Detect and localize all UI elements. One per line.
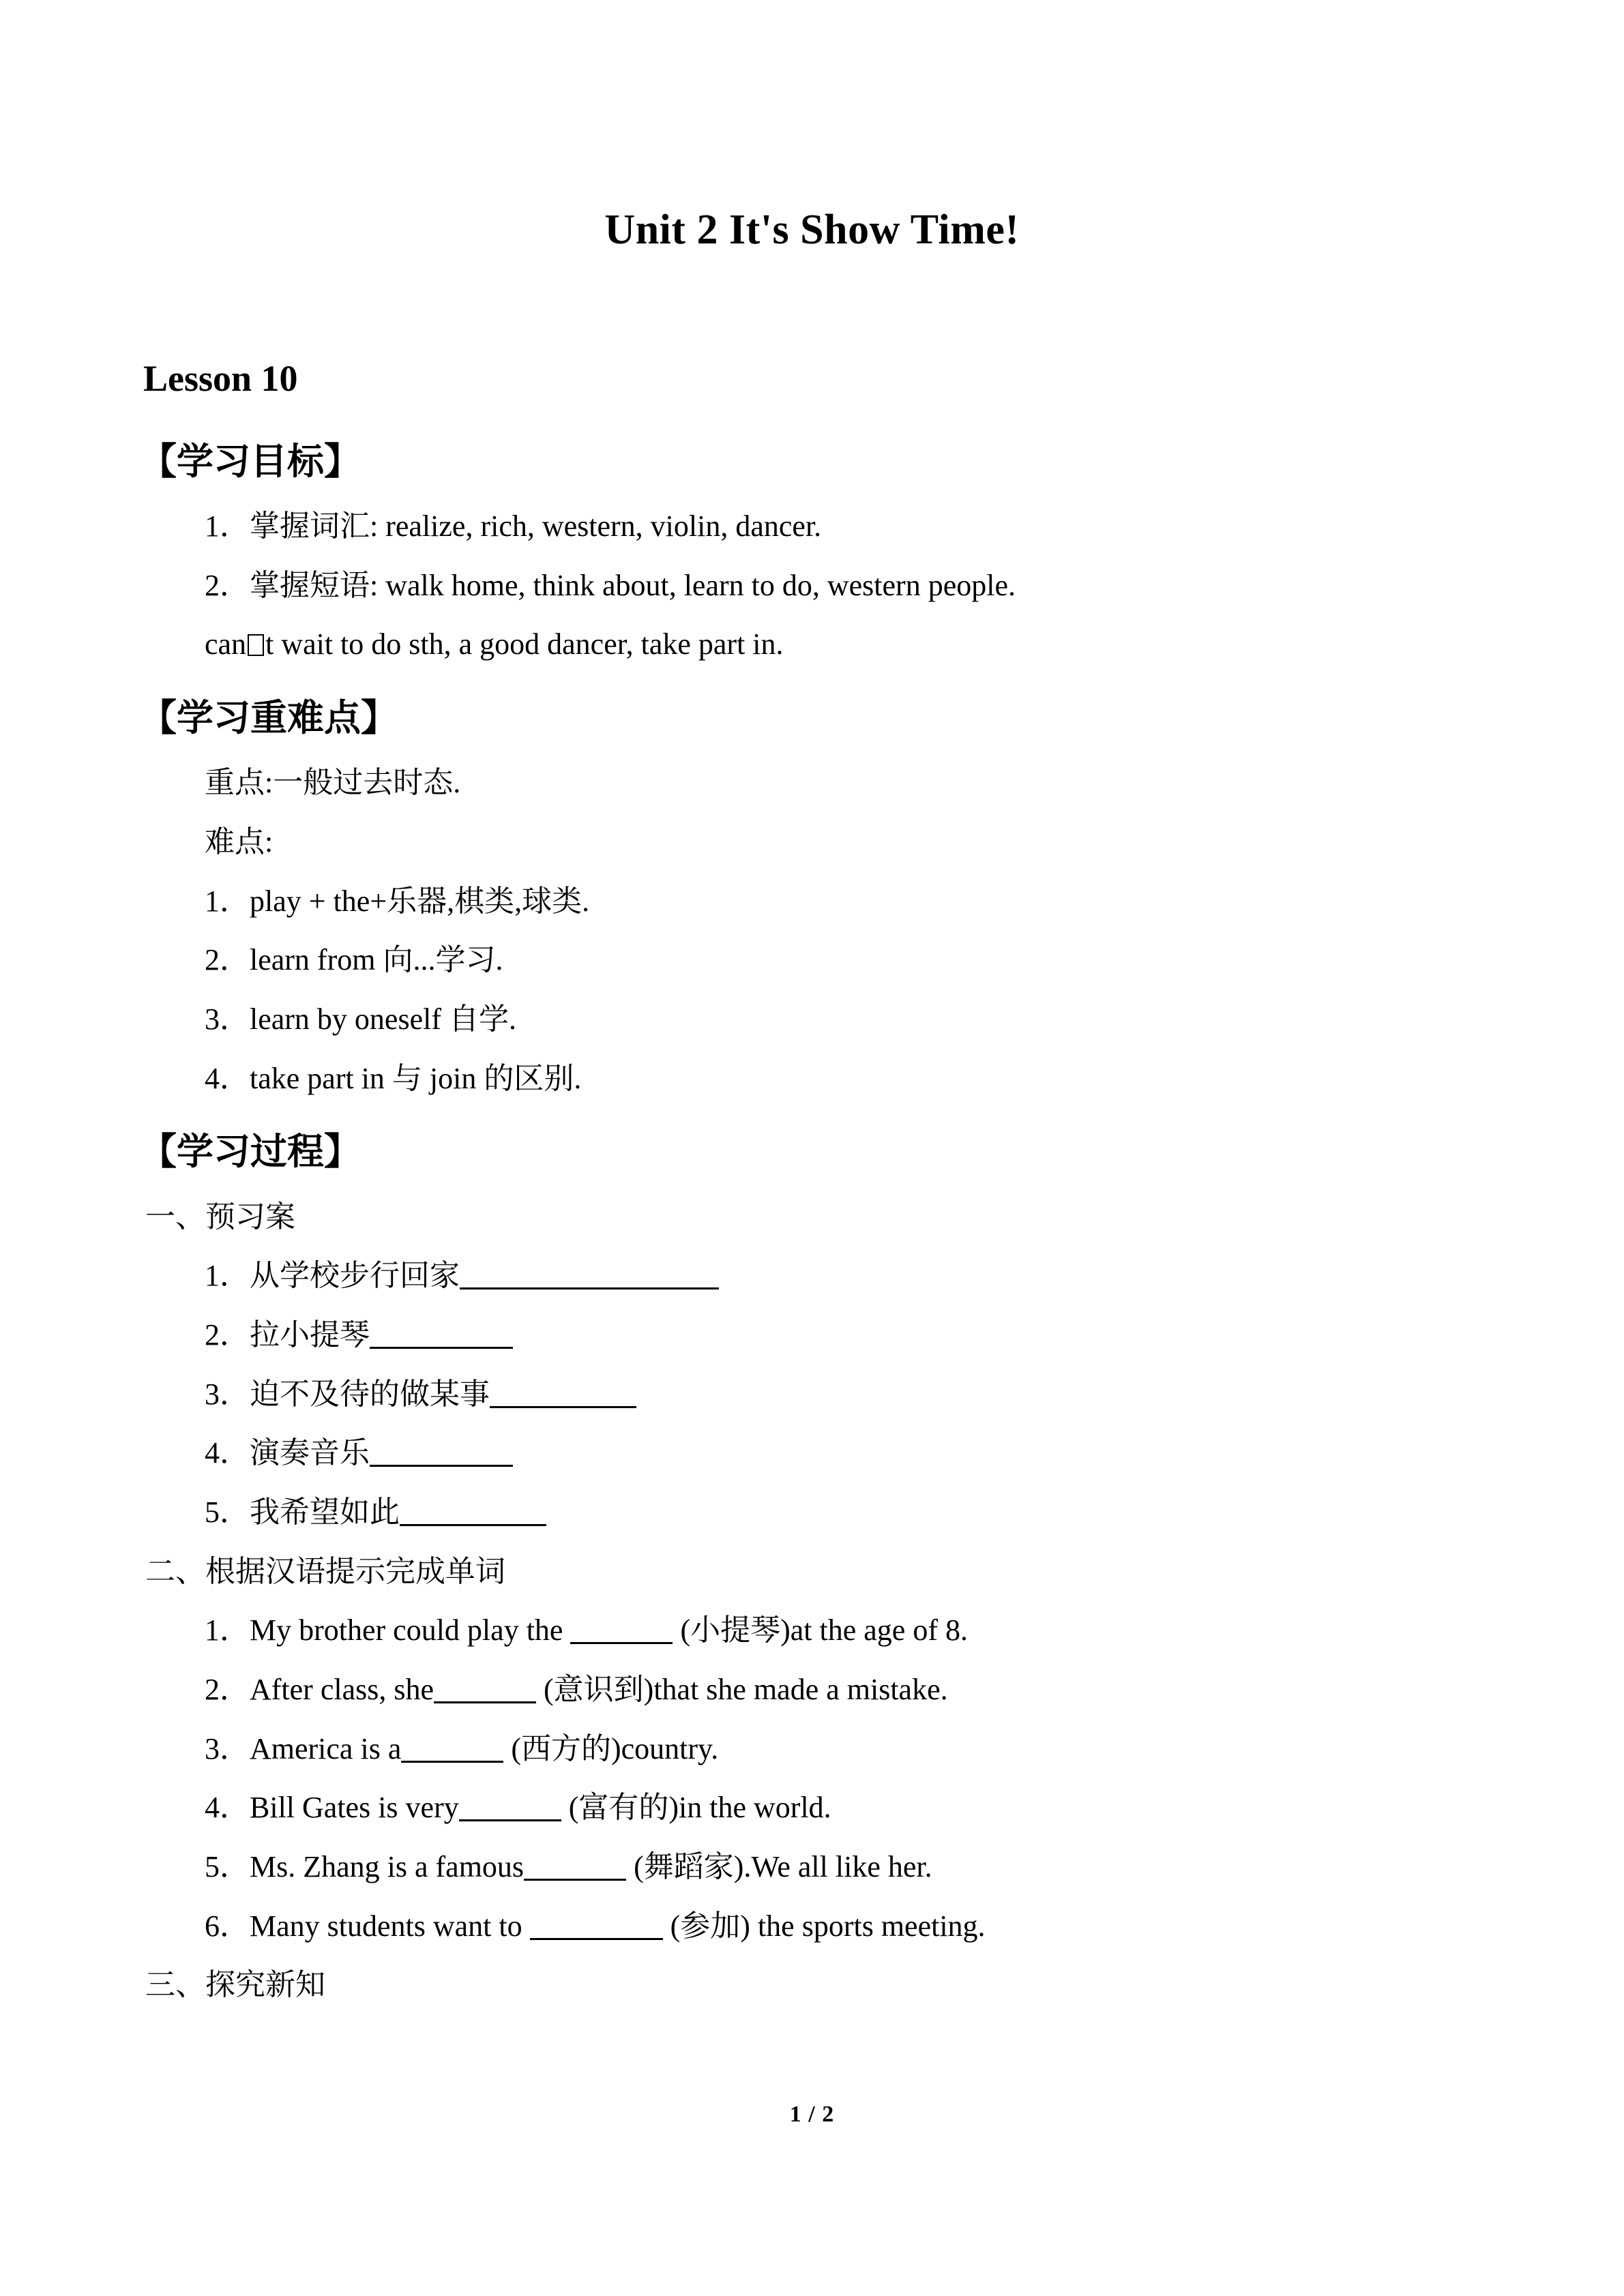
word-item-after: (舞蹈家).We all like her. <box>626 1849 932 1883</box>
answer-blank[interactable] <box>530 1918 663 1940</box>
word-item <box>0 1826 1624 1885</box>
focus-item <box>0 861 1624 920</box>
word-item-after: (小提琴)at the age of 8. <box>673 1613 968 1648</box>
focus-item <box>0 979 1624 1038</box>
lesson-heading: Lesson 10 <box>143 358 298 400</box>
objective-item-text: 掌握词汇: realize, rich, western, violin, dancer. <box>250 509 822 543</box>
preview-item <box>0 1412 1624 1472</box>
word-item-after: (西方的)country. <box>503 1731 719 1765</box>
preview-item-text: 拉小提琴 <box>250 1317 370 1352</box>
objective-item-number: 2． <box>205 568 250 602</box>
answer-blank[interactable] <box>434 1681 536 1703</box>
word-item <box>0 1649 1624 1708</box>
objective-continuation <box>0 603 1624 663</box>
focus-key-point: 重点:一般过去时态. <box>205 766 461 800</box>
answer-blank[interactable] <box>400 1504 546 1526</box>
part-one-label: 一、预习案 <box>145 1199 295 1234</box>
answer-blank[interactable] <box>460 1267 719 1289</box>
missing-glyph-icon <box>248 634 264 656</box>
word-item-before: Ms. Zhang is a famous <box>250 1849 525 1883</box>
preview-item-number: 2． <box>205 1317 250 1352</box>
answer-blank[interactable] <box>370 1326 513 1349</box>
answer-blank[interactable] <box>370 1444 513 1467</box>
word-item-number: 2． <box>205 1672 250 1706</box>
word-item <box>0 1767 1624 1826</box>
focus-item-text: take part in 与 join 的区别. <box>250 1061 582 1095</box>
preview-item-number: 3． <box>205 1377 250 1411</box>
word-item-number: 3． <box>205 1731 250 1765</box>
word-item-before: Many students want to <box>250 1909 530 1943</box>
objective-continuation-after: t wait to do sth, a good dancer, take part in. <box>265 627 784 661</box>
focus-item-number: 3． <box>205 1002 250 1036</box>
word-item-number: 5． <box>205 1849 250 1883</box>
answer-blank[interactable] <box>459 1799 561 1821</box>
preview-item-number: 1． <box>205 1259 250 1293</box>
objective-item <box>0 486 1624 545</box>
part-three-label: 三、探究新知 <box>145 1968 325 2002</box>
focus-item-number: 1． <box>205 884 250 918</box>
focus-item <box>0 1038 1624 1097</box>
preview-item <box>0 1472 1624 1531</box>
part-two-label: 二、根据汉语提示完成单词 <box>145 1554 505 1588</box>
word-item-before: America is a <box>250 1731 402 1765</box>
objective-item-number: 1． <box>205 509 250 543</box>
objective-item-text: 掌握短语: walk home, think about, learn to do, western people. <box>250 568 1016 602</box>
word-item-number: 4． <box>205 1791 250 1825</box>
word-item-number: 6． <box>205 1909 250 1943</box>
focus-item-text: learn from 向...学习. <box>250 943 503 977</box>
section-heading-objectives: 【学习目标】 <box>140 441 361 482</box>
preview-item-text: 从学校步行回家 <box>250 1259 460 1293</box>
page-footer: 1 / 2 <box>789 2102 835 2127</box>
preview-item <box>0 1354 1624 1413</box>
preview-item-number: 5． <box>205 1495 250 1529</box>
preview-item-text: 演奏音乐 <box>250 1436 370 1470</box>
word-item <box>0 1590 1624 1649</box>
preview-item-number: 4． <box>205 1436 250 1470</box>
answer-blank[interactable] <box>401 1740 503 1763</box>
word-item-before: My brother could play the <box>250 1613 571 1648</box>
answer-blank[interactable] <box>490 1386 636 1408</box>
word-item <box>0 1708 1624 1768</box>
focus-item-text: play + the+乐器,棋类,球类. <box>250 884 590 918</box>
focus-item-text: learn by oneself 自学. <box>250 1002 516 1036</box>
section-heading-process: 【学习过程】 <box>140 1131 361 1173</box>
preview-item <box>0 1235 1624 1294</box>
focus-item <box>0 919 1624 979</box>
answer-blank[interactable] <box>524 1858 626 1881</box>
preview-item <box>0 1294 1624 1354</box>
word-item-before: Bill Gates is very <box>250 1791 459 1825</box>
word-item-before: After class, she <box>250 1672 434 1706</box>
answer-blank[interactable] <box>570 1622 673 1644</box>
objective-item <box>0 545 1624 604</box>
page-title: Unit 2 It's Show Time! <box>604 207 1020 253</box>
word-item-after: (参加) the sports meeting. <box>662 1909 986 1943</box>
focus-difficult-label: 难点: <box>205 824 274 859</box>
word-item-after: (意识到)that she made a mistake. <box>536 1672 948 1706</box>
section-heading-focus: 【学习重难点】 <box>140 698 398 739</box>
word-item <box>0 1885 1624 1945</box>
focus-item-number: 4． <box>205 1061 250 1095</box>
word-item-number: 1． <box>205 1613 250 1648</box>
word-item-after: (富有的)in the world. <box>561 1791 831 1825</box>
objective-continuation-before: can <box>205 627 247 661</box>
preview-item-text: 我希望如此 <box>250 1495 400 1529</box>
preview-item-text: 迫不及待的做某事 <box>250 1377 490 1411</box>
focus-item-number: 2． <box>205 943 250 977</box>
